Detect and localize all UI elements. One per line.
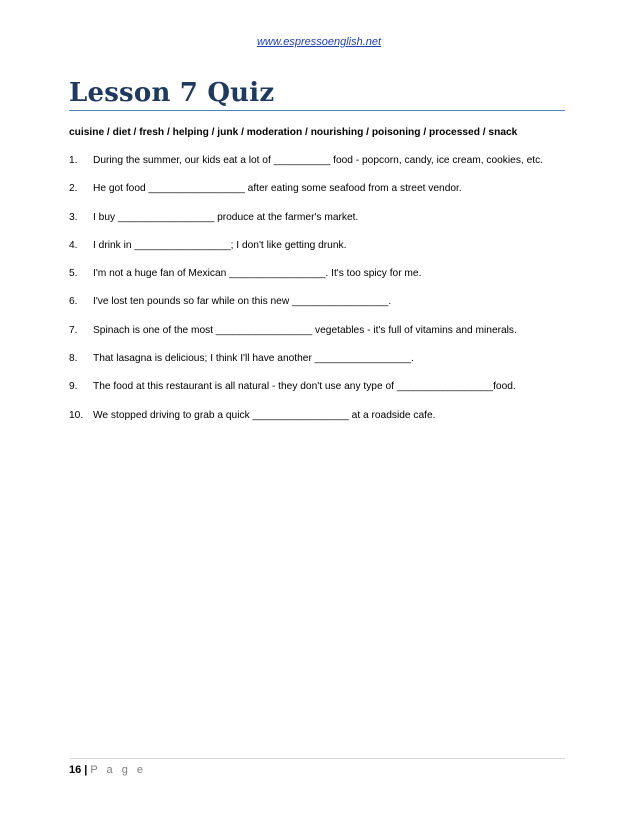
question-text: During the summer, our kids eat a lot of __________ food - popcorn, candy, ice cream, cookies, etc.: [93, 155, 544, 166]
question-item: [69, 154, 569, 182]
question-item: [69, 182, 569, 210]
question-number: 7.: [69, 324, 78, 336]
question-item: [69, 324, 569, 352]
footer-divider: [69, 758, 565, 759]
question-text: Spinach is one of the most _________________ vegetables - it's full of vitamins and minerals.: [93, 324, 517, 336]
question-number: 1.: [69, 155, 78, 166]
question-number: 6.: [69, 296, 78, 308]
question-text: The food at this restaurant is all natural - they don't use any type of _________________food.: [93, 381, 516, 393]
question-item: [69, 239, 569, 267]
question-item: [69, 409, 569, 437]
question-text: I drink in _________________; I don't like getting drunk.: [93, 239, 347, 251]
question-item: [69, 380, 569, 408]
question-number: 9.: [69, 381, 78, 393]
question-item: [69, 267, 569, 295]
question-item: [69, 295, 569, 323]
page-label: P a g e: [90, 764, 146, 776]
question-text: I buy _________________ produce at the farmer's market.: [93, 211, 359, 223]
question-text: I've lost ten pounds so far while on this new _________________.: [93, 296, 392, 308]
question-number: 3.: [69, 211, 78, 223]
word-bank: cuisine / diet / fresh / helping / junk / moderation / nourishing / poisoning / processed / snack: [69, 127, 518, 138]
question-number: 8.: [69, 353, 78, 365]
question-text: We stopped driving to grab a quick _________________ at a roadside cafe.: [93, 409, 436, 421]
question-number: 5.: [69, 268, 78, 280]
question-number: 10.: [69, 409, 84, 421]
page-title: Lesson 7 Quiz: [69, 78, 275, 108]
question-text: He got food _________________ after eating some seafood from a street vendor.: [93, 183, 462, 195]
website-link[interactable]: www.espressoenglish.net: [256, 36, 382, 48]
question-text: That lasagna is delicious; I think I'll have another _________________.: [93, 353, 414, 365]
question-item: [69, 352, 569, 380]
page-footer: [69, 764, 146, 776]
footer-separator: |: [84, 764, 88, 776]
page-number: 16: [69, 764, 82, 776]
question-number: 2.: [69, 183, 78, 195]
question-list: [69, 154, 569, 437]
title-underline: [69, 110, 565, 111]
question-item: [69, 211, 569, 239]
question-number: 4.: [69, 239, 78, 251]
question-text: I'm not a huge fan of Mexican _________________. It's too spicy for me.: [93, 268, 422, 280]
